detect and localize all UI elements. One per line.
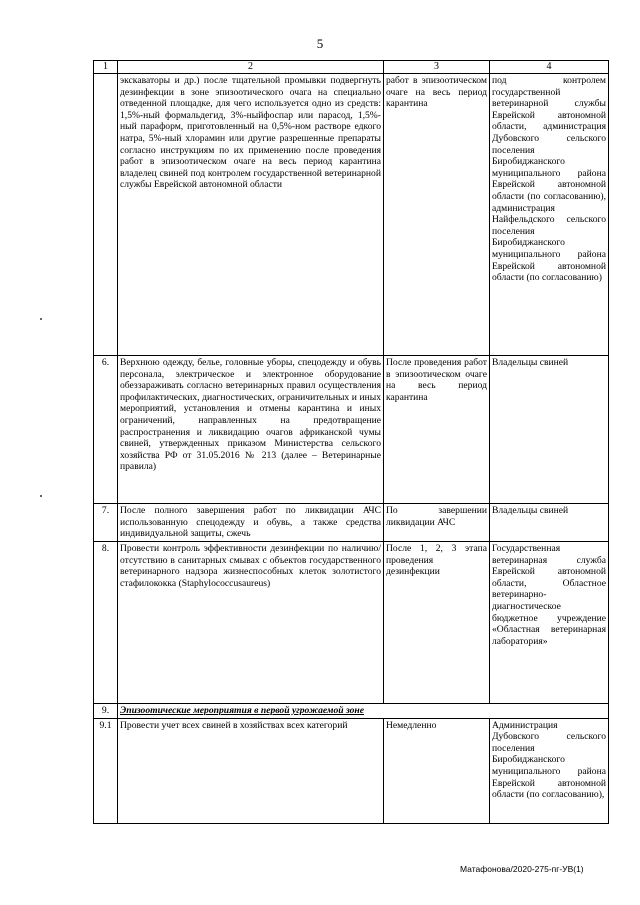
row-responsible: под контролем государственной ветеринарной службы Еврейской автономной области, администрация Дубовского сельского поселения Биробиджанского муниципального района Еврейской автономной области (по согласованию), администрация Найфельдского сельского поселения Биробиджанского муниципального района Еврейской автономной области (по согласованию) <box>490 74 609 356</box>
section-row <box>94 704 609 719</box>
row-term: После проведения работ в эпизоотическом очаге на весь период карантина <box>384 356 490 504</box>
row-term: Немедленно <box>384 718 490 823</box>
column-number-1: 1 <box>94 61 118 74</box>
row-responsible: Владельцы свиней <box>490 356 609 504</box>
page-number: 5 <box>316 36 324 51</box>
table-row <box>94 74 609 356</box>
scan-speck <box>40 495 42 497</box>
row-responsible: Государственная ветеринарная служба Еврейской автономной области, Областное ветеринарно-диагностическое бюджетное учреждение «Областная ветеринарная лаборатория» <box>490 542 609 704</box>
row-number: 7. <box>94 504 118 542</box>
section-title <box>118 704 609 719</box>
row-number: 8. <box>94 542 118 704</box>
row-responsible: Владельцы свиней <box>490 504 609 542</box>
table-row <box>94 718 609 823</box>
section-title-text: Эпизоотические мероприятия в первой угрожаемой зоне <box>120 705 365 716</box>
row-term: работ в эпизоотическом очаге на весь период карантина <box>384 74 490 356</box>
scan-speck <box>40 318 42 320</box>
table-row <box>94 356 609 504</box>
row-number <box>94 74 118 356</box>
measures-table <box>93 60 609 824</box>
column-number-row <box>94 61 609 74</box>
table-row <box>94 504 609 542</box>
row-action: После полного завершения работ по ликвидации АЧС использованную спецодежду и обувь, а также средства индивидуальной защиты, сжечь <box>118 504 384 542</box>
column-number-2: 2 <box>118 61 384 74</box>
row-number: 9.1 <box>94 718 118 823</box>
row-action: экскаваторы и др.) после тщательной промывки подвергнуть дезинфекции в зоне эпизоотического очага на специально отведенной площадке, для чего используется одно из средств: 1,5%-ный формальдегид, 3%-ныйфоспар или парасод, 1,5%-ный параформ, приготовленный на 0,5%-ном растворе едкого натра, 5%-ный хлорамин или другие разрешенные препараты согласно инструкциям по их применению после проведения работ в эпизоотическом очаге на весь период карантина владелец свиней под контролем государственной ветеринарной службы Еврейской автономной области <box>118 74 384 356</box>
row-action: Провести учет всех свиней в хозяйствах всех категорий <box>118 718 384 823</box>
row-number: 6. <box>94 356 118 504</box>
row-term: По завершении ликвидации АЧС <box>384 504 490 542</box>
document-code: Матафонова/2020-275-пг-УВ(1) <box>460 864 584 874</box>
row-action: Провести контроль эффективности дезинфекции по наличию/отсутствию в санитарных смывах с объектов государственного ветеринарного надзора жизнеспособных клеток золотистого стафилококка (Staphylococcusaureus) <box>118 542 384 704</box>
row-responsible: Администрация Дубовского сельского поселения Биробиджанского муниципального района Еврейской автономной области (по согласованию), <box>490 718 609 823</box>
row-term: После 1, 2, 3 этапа проведения дезинфекции <box>384 542 490 704</box>
column-number-3: 3 <box>384 61 490 74</box>
section-number: 9. <box>94 704 118 719</box>
row-action: Верхнюю одежду, белье, головные уборы, спецодежду и обувь персонала, электрическое и электронное оборудование обеззараживать согласно ветеринарных правил осуществления профилактических, диагностических, ограничительных и иных мероприятий, установления и отмены карантина и иных ограничений, направленных на предотвращение распространения и ликвидацию очагов африканской чумы свиней, утвержденных приказом Министерства сельского хозяйства РФ от 31.05.2016 № 213 (далее – Ветеринарные правила) <box>118 356 384 504</box>
table-row <box>94 542 609 704</box>
column-number-4: 4 <box>490 61 609 74</box>
